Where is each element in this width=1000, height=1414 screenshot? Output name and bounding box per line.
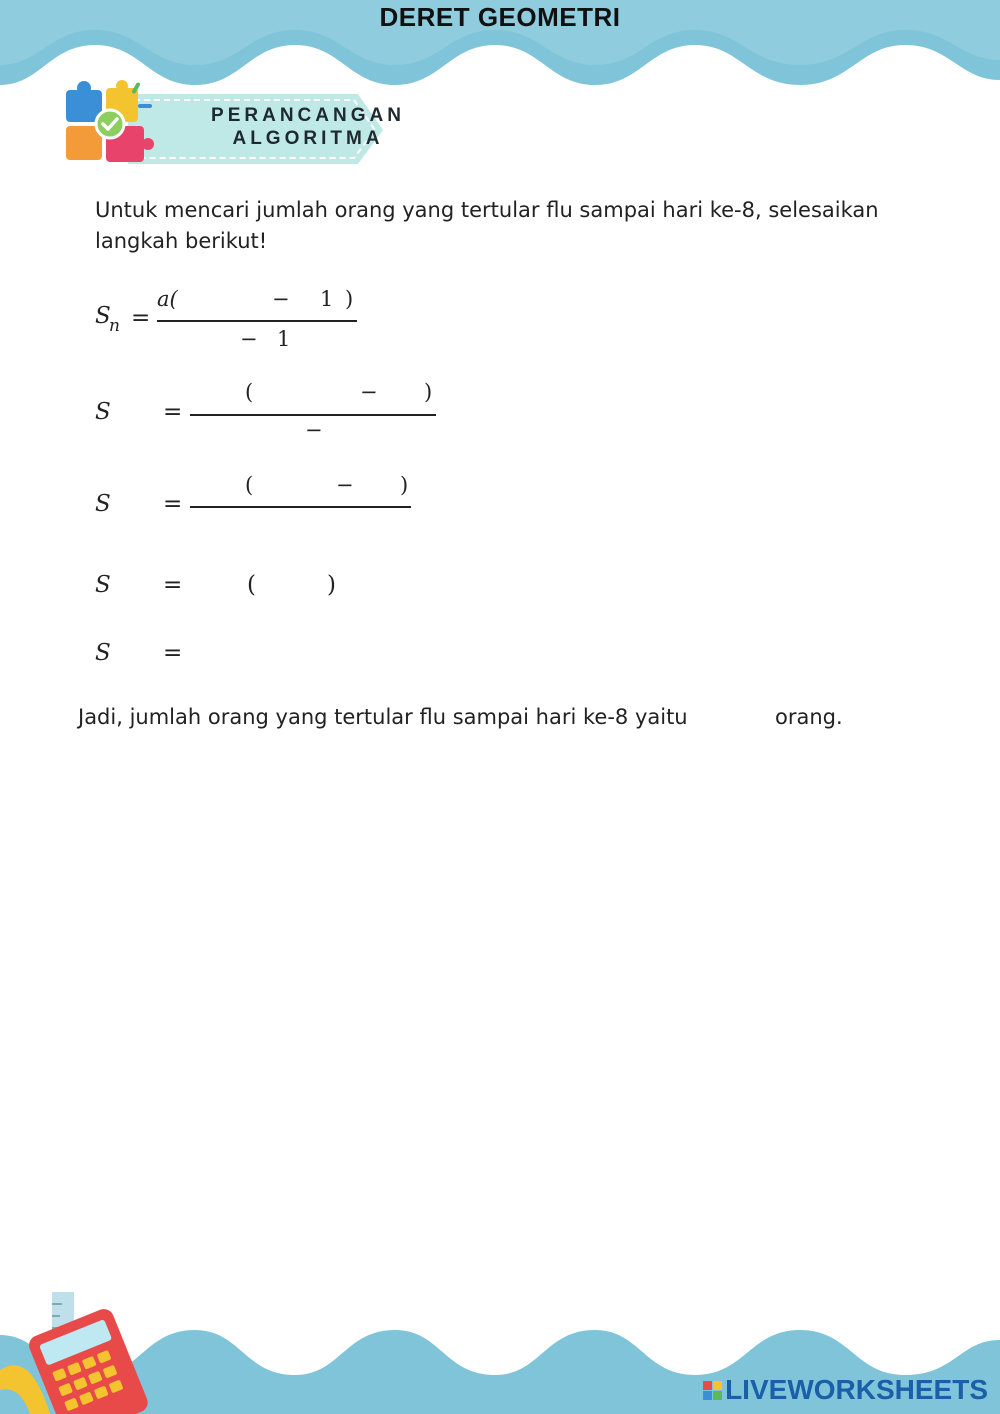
step2-equals: = — [163, 491, 183, 517]
step3-value-input[interactable] — [264, 573, 328, 605]
step4-equals: = — [163, 640, 183, 666]
conclusion-sentence — [78, 704, 843, 732]
step1-lparen: ( — [245, 380, 254, 404]
step1-s: S — [95, 399, 111, 425]
step4-s: S — [95, 640, 111, 666]
formula-numerator-one: 1 — [320, 287, 334, 311]
formula-denominator-minus: − — [240, 327, 258, 351]
page-title: DERET GEOMETRI — [379, 2, 621, 32]
step2-num-minus: − — [336, 473, 354, 497]
step2-a-input[interactable] — [192, 475, 246, 507]
step2-value-input[interactable] — [262, 475, 336, 507]
liveworksheets-logo — [703, 1374, 988, 1406]
step4-result-input[interactable] — [192, 641, 316, 673]
formula-numerator-minus: − — [272, 287, 290, 311]
step2-denominator-input[interactable] — [260, 511, 344, 543]
calculator-icon — [0, 1290, 170, 1414]
conclusion-answer-input[interactable] — [694, 702, 768, 730]
step1-den-r-input[interactable] — [240, 420, 306, 452]
badge-line-2: ALGORITMA — [232, 128, 384, 149]
formula-s: S — [95, 303, 111, 329]
liveworksheets-brand-text: LIVEWORKSHEETS — [725, 1374, 988, 1405]
liveworksheets-squares-icon — [703, 1381, 722, 1400]
step2-fraction-line — [190, 506, 411, 508]
step1-num-one-input[interactable] — [382, 382, 424, 414]
step2-rparen: ) — [400, 473, 409, 497]
step1-power-input[interactable] — [262, 382, 356, 414]
puzzle-icon — [58, 72, 158, 172]
formula-numerator-rparen: ) — [345, 287, 354, 311]
formula-equals: = — [131, 305, 151, 331]
step3-s: S — [95, 572, 111, 598]
step1-den-one-input[interactable] — [326, 420, 380, 452]
conclusion-text-before: Jadi, jumlah orang yang tertular flu sampai hari ke-8 yaitu — [78, 705, 688, 729]
step1-subscript-input[interactable] — [112, 406, 158, 438]
section-badge — [58, 72, 405, 172]
step1-equals: = — [163, 399, 183, 425]
step2-s: S — [95, 491, 111, 517]
step3-equals: = — [163, 572, 183, 598]
step3-subscript-input[interactable] — [112, 579, 158, 611]
step1-fraction-line — [190, 414, 436, 416]
step2-subscript-input[interactable] — [112, 498, 158, 530]
step3-rparen: ) — [327, 572, 336, 598]
step3-lparen: ( — [247, 572, 256, 598]
step1-den-minus: − — [305, 418, 323, 442]
formula-subscript-n: n — [109, 316, 120, 336]
step1-num-minus: − — [360, 380, 378, 404]
step2-lparen: ( — [245, 473, 254, 497]
formula-fraction-line — [157, 320, 357, 322]
step1-rparen: ) — [424, 380, 433, 404]
step2-num-one-input[interactable] — [356, 475, 400, 507]
step1-a-input[interactable] — [192, 382, 246, 414]
instruction-line-1: Untuk mencari jumlah orang yang tertular flu sampai hari ke-8, selesaikan — [95, 198, 879, 222]
instruction-line-2: langkah berikut! — [95, 229, 268, 253]
conclusion-text-after: orang. — [775, 705, 843, 729]
formula-numerator-a: a( — [157, 287, 178, 311]
formula-denominator-one: 1 — [277, 327, 291, 351]
badge-line-1: PERANCANGAN — [211, 105, 405, 126]
step3-coefficient-input[interactable] — [192, 573, 250, 605]
step4-subscript-input[interactable] — [112, 647, 158, 679]
